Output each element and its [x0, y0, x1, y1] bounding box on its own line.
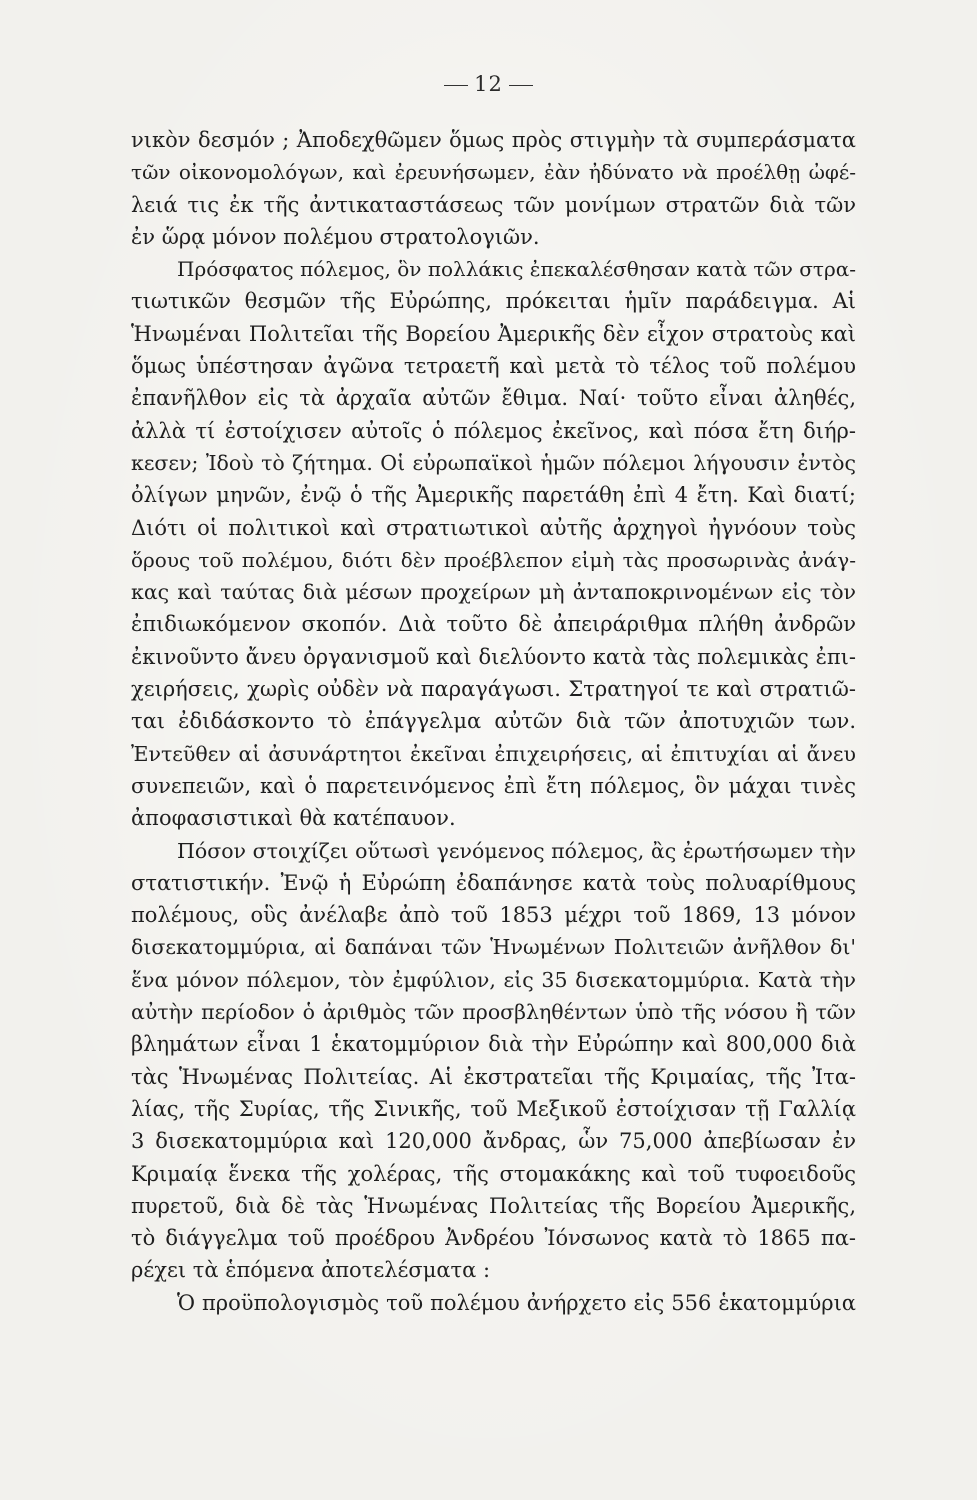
text-line: ἀποφασιστικαὶ θὰ κατέπαυον.	[131, 806, 456, 831]
text-line: ἐν ὥρᾳ μόνον πολέμου στρατολογιῶν.	[131, 224, 540, 249]
text-line: Πόσον στοιχίζει οὕτωσὶ γενόμενος πόλεμος, ἂς ἐρωτήσωμεν τὴν	[177, 838, 856, 863]
text-line: ὅρους τοῦ πολέμου, διότι δὲν προέβλεπον εἰμὴ τὰς προσωρινὰς ἀνάγ-	[131, 547, 856, 572]
text-line: ὅμως ὑπέστησαν ἀγῶνα τετραετῆ καὶ μετὰ τὸ τέλος τοῦ πολέμου	[131, 354, 856, 379]
text-line: Ἐντεῦθεν αἱ ἀσυνάρτητοι ἐκεῖναι ἐπιχειρήσεις, αἱ ἐπιτυχίαι αἱ ἄνευ	[131, 741, 856, 766]
text-line: Κριμαίᾳ ἕνεκα τῆς χολέρας, τῆς στομακάκης καὶ τοῦ τυφοειδοῦς	[131, 1161, 856, 1186]
text-line: ἐκινοῦντο ἄνευ ὀργανισμοῦ καὶ διελύοντο κατὰ τὰς πολεμικὰς ἐπι-	[131, 644, 856, 669]
text-line: ἐπανῆλθον εἰς τὰ ἀρχαῖα αὐτῶν ἔθιμα. Ναί· τοῦτο εἶναι ἀληθές,	[131, 386, 856, 411]
text-line: λίας, τῆς Συρίας, τῆς Σινικῆς, τοῦ Μεξικοῦ ἐστοίχισαν τῇ Γαλλίᾳ	[131, 1096, 856, 1121]
text-line: ἕνα μόνον πόλεμον, τὸν ἐμφύλιον, εἰς 35 δισεκατομμύρια. Κατὰ τὴν	[131, 967, 856, 992]
text-line: δισεκατομμύρια, αἱ δαπάναι τῶν Ἡνωμένων Πολιτειῶν ἀνῆλθον δι'	[131, 935, 856, 960]
text-line: στατιστικήν. Ἐνῷ ἡ Εὐρώπη ἐδαπάνησε κατὰ τοὺς πολυαρίθμους	[131, 870, 856, 895]
text-line: Ἡνωμέναι Πολιτεῖαι τῆς Βορείου Ἀμερικῆς δὲν εἶχον στρατοὺς καὶ	[131, 321, 856, 346]
text-line: τιωτικῶν θεσμῶν τῆς Εὐρώπης, πρόκειται ἡμῖν παράδειγμα. Αἱ	[131, 289, 856, 314]
text-line: χειρήσεις, χωρὶς οὐδὲν νὰ παραγάγωσι. Στρατηγοί τε καὶ στρατιῶ-	[131, 677, 856, 702]
text-line: τὰς Ἡνωμένας Πολιτείας. Αἱ ἐκστρατεῖαι τῆς Κριμαίας, τῆς Ἰτα-	[131, 1064, 856, 1089]
body-text	[131, 124, 856, 1319]
text-line: πυρετοῦ, διὰ δὲ τὰς Ἡνωμένας Πολιτείας τῆς Βορείου Ἀμερικῆς,	[131, 1193, 856, 1218]
text-line: πολέμους, οὓς ἀνέλαβε ἀπὸ τοῦ 1853 μέχρι τοῦ 1869, 13 μόνον	[131, 903, 856, 928]
text-line: συνεπειῶν, καὶ ὁ παρετεινόμενος ἐπὶ ἔτη πόλεμος, ὃν μάχαι τινὲς	[131, 773, 856, 798]
text-line: Διότι οἱ πολιτικοὶ καὶ στρατιωτικοὶ αὐτῆς ἀρχηγοὶ ἠγνόουν τοὺς	[131, 515, 856, 540]
page-number: 12	[474, 72, 503, 96]
text-line: τῶν οἰκονομολόγων, καὶ ἐρευνήσωμεν, ἐὰν ἠδύνατο νὰ προέλθῃ ὠφέ-	[131, 160, 856, 185]
text-line: αὐτὴν περίοδον ὁ ἀριθμὸς τῶν προσβληθέντων ὑπὸ τῆς νόσου ἢ τῶν	[131, 1000, 856, 1025]
text-line: 3 δισεκατομμύρια καὶ 120,000 ἄνδρας, ὧν 75,000 ἀπεβίωσαν ἐν	[131, 1129, 856, 1154]
text-line: ἀλλὰ τί ἐστοίχισεν αὐτοῖς ὁ πόλεμος ἐκεῖνος, καὶ πόσα ἔτη διήρ-	[131, 418, 856, 443]
text-line: ρέχει τὰ ἑπόμενα ἀποτελέσματα :	[131, 1258, 491, 1283]
text-line: βλημάτων εἶναι 1 ἑκατομμύριον διὰ τὴν Εὐρώπην καὶ 800,000 διὰ	[131, 1032, 856, 1057]
text-line: κας καὶ ταύτας διὰ μέσων προχείρων μὴ ἀνταποκρινομένων εἰς τὸν	[131, 580, 856, 605]
text-line: νικὸν δεσμόν ; Ἀποδεχθῶμεν ὅμως πρὸς στιγμὴν τὰ συμπεράσματα	[131, 128, 856, 152]
page-header	[0, 72, 977, 96]
text-line: Πρόσφατος πόλεμος, ὃν πολλάκις ἐπεκαλέσθησαν κατὰ τῶν στρα-	[177, 257, 856, 282]
text-line: τὸ διάγγελμα τοῦ προέδρου Ἀνδρέου Ἰόνσωνος κατὰ τὸ 1865 πα-	[131, 1226, 856, 1251]
text-line: ὀλίγων μηνῶν, ἐνῷ ὁ τῆς Ἀμερικῆς παρετάθη ἐπὶ 4 ἔτη. Καὶ διατί;	[131, 483, 856, 508]
text-line: Ὁ προϋπολογισμὸς τοῦ πολέμου ἀνήρχετο εἰς 556 ἑκατομμύρια	[177, 1290, 856, 1315]
text-line: λειά τις ἐκ τῆς ἀντικαταστάσεως τῶν μονίμων στρατῶν διὰ τῶν	[131, 192, 856, 217]
text-line: ται ἐδιδάσκοντο τὸ ἐπάγγελμα αὐτῶν διὰ τῶν ἀποτυχιῶν των.	[131, 709, 856, 734]
text-line: ἐπιδιωκόμενον σκοπόν. Διὰ τοῦτο δὲ ἀπειράριθμα πλήθη ἀνδρῶν	[131, 612, 856, 637]
header-dash-right	[509, 85, 533, 86]
header-dash-left	[444, 85, 468, 86]
text-line: κεσεν; Ἰδοὺ τὸ ζήτημα. Οἱ εὐρωπαϊκοὶ ἡμῶν πόλεμοι λήγουσιν ἐντὸς	[131, 450, 856, 475]
